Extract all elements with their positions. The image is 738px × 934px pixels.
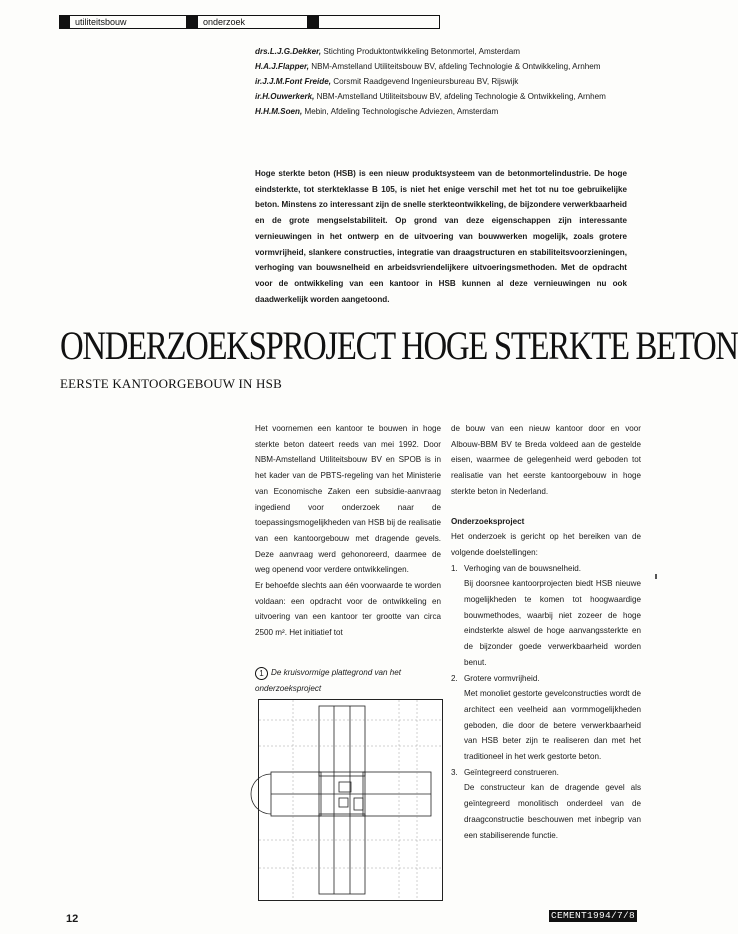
author-name: H.A.J.Flapper, bbox=[255, 62, 309, 71]
list-item-text: Met monoliet gestorte gevelconstructies wordt de architect een veelheid aan vormmogelijkheden geboden, die door de betere verwerkbaarheid van HSB beter zijn te realiseren dan met het traditioneel in het werk gestorte beton. bbox=[464, 689, 641, 762]
author-name: drs.L.J.G.Dekker, bbox=[255, 47, 322, 56]
floor-plan-figure bbox=[258, 699, 443, 901]
header-block bbox=[60, 16, 70, 28]
category-label: onderzoek bbox=[203, 17, 246, 27]
body-paragraph: Er behoefde slechts aan één voorwaarde te worden voldaan: een opdracht voor de ontwikkeling en uitvoering van een kantoor ter grootte van circa 2500 m². Het initiatief tot bbox=[255, 581, 441, 638]
list-number: 2. bbox=[451, 673, 458, 683]
figure-caption bbox=[255, 665, 445, 696]
article-title: ONDERZOEKSPROJECT HOGE STERKTE BETON bbox=[60, 323, 738, 368]
author-entry bbox=[255, 89, 630, 104]
section-header-bar bbox=[59, 15, 440, 29]
section-heading: Onderzoeksproject bbox=[451, 516, 525, 526]
page-number: 12 bbox=[66, 913, 79, 925]
body-column-left bbox=[255, 421, 441, 641]
article-subtitle: EERSTE KANTOORGEBOUW IN HSB bbox=[60, 376, 282, 391]
list-item-text: Bij doorsnee kantoorprojecten biedt HSB nieuwe mogelijkheden te komen tot hoogwaardige bouwmethodes, waarbij niet zozeer de hoge eindsterkte alswel de hoge aanvangssterkte en de bijzonder goede verwerkbaarheid worden benut. bbox=[464, 579, 641, 667]
list-number: 1. bbox=[451, 563, 458, 573]
list-item-title: Grotere vormvrijheid. bbox=[464, 673, 540, 683]
figure-caption-text: De kruisvormige plattegrond van het onderzoeksproject bbox=[255, 668, 402, 693]
author-name: ir.J.J.M.Font Freide, bbox=[255, 77, 332, 86]
list-item-title: Verhoging van de bouwsnelheid. bbox=[464, 563, 581, 573]
margin-mark bbox=[655, 574, 657, 579]
figure-number-badge: 1 bbox=[255, 667, 268, 680]
author-entry bbox=[255, 59, 630, 74]
author-affiliation: NBM-Amstelland Utiliteitsbouw BV, afdeling Technologie & Ontwikkeling, Arnhem bbox=[316, 92, 606, 101]
header-block bbox=[186, 16, 198, 28]
author-name: H.H.M.Soen, bbox=[255, 107, 303, 116]
abstract: Hoge sterkte beton (HSB) is een nieuw produktsysteem van de betonmortelindustrie. De hoge eindsterkte, tot sterkteklasse B 105, is niet het enige verschil met het tot nu toe gebruikelijke beton. Minstens zo interessant zijn de snelle sterkteontwikkeling, de bijzondere verwerkbaarheid en de grote mengselstabiliteit. Op grond van deze eigenschappen zijn interessante vernieuwingen in het ontwerp en de uitvoering van bouwwerken mogelijk, zoals grotere vormvrijheid, slankere constructies, integratie van draagstructuren en stabiliteitsvoorzieningen, verhoging van bouwsnelheid en arbeidsvriendelijkere uitvoeringsmethoden. Met de opdracht voor de ontwikkeling van een kantoor in HSB kunnen al deze vernieuwingen nu ook daadwerkelijk worden aangetoond. bbox=[255, 169, 627, 304]
author-list bbox=[255, 44, 630, 119]
body-paragraph: Het voornemen een kantoor te bouwen in hoge sterkte beton dateert reeds van mei 1992. Door NBM-Amstelland Utiliteitsbouw BV en SPOB is in het kader van de PBTS-regeling van het Ministerie van Economische Zaken een subsidie-aanvraag ingediend voor onderzoek naar de toepassingsmogelijkheden van HSB bij de realisatie van een kantoorgebouw met dragende gevels. Deze aanvraag werd gehonoreerd, daarmee de weg openend voor verdere ontwikkelingen. bbox=[255, 424, 441, 575]
author-affiliation: Mebin, Afdeling Technologische Adviezen, Amsterdam bbox=[304, 107, 499, 116]
list-item-title: Geïntegreerd construeren. bbox=[464, 767, 559, 777]
section-label: utiliteitsbouw bbox=[75, 17, 127, 27]
list-item bbox=[451, 765, 641, 844]
list-item bbox=[451, 671, 641, 765]
author-entry bbox=[255, 44, 630, 59]
floor-plan-drawing bbox=[259, 700, 442, 900]
body-paragraph: de bouw van een nieuw kantoor door en voor Albouw-BBM BV te Breda voldeed aan de gestelde eisen, waarmee de gelegenheid werd geboden tot realisatie van het eerste kantoorgebouw in hoge sterkte beton in Nederland. bbox=[451, 424, 641, 496]
header-block bbox=[307, 16, 319, 28]
body-column-right bbox=[451, 421, 641, 843]
body-paragraph: Het onderzoek is gericht op het bereiken van de volgende doelstellingen: bbox=[451, 532, 641, 557]
list-item bbox=[451, 561, 641, 671]
author-entry bbox=[255, 104, 630, 119]
list-item-text: De constructeur kan de dragende gevel als geïntegreerd monolitisch onderdeel van de draagconstructie beschouwen met inbegrip van een stabiliserende functie. bbox=[464, 783, 641, 840]
author-affiliation: NBM-Amstelland Utiliteitsbouw BV, afdeling Technologie & Ontwikkeling, Arnhem bbox=[311, 62, 601, 71]
list-number: 3. bbox=[451, 767, 458, 777]
author-entry bbox=[255, 74, 630, 89]
author-affiliation: Corsmit Raadgevend Ingenieursbureau BV, Rijswijk bbox=[333, 77, 519, 86]
journal-label: CEMENT1994/7/8 bbox=[551, 910, 636, 921]
author-name: ir.H.Ouwerkerk, bbox=[255, 92, 315, 101]
author-affiliation: Stichting Produktontwikkeling Betonmortel, Amsterdam bbox=[323, 47, 520, 56]
